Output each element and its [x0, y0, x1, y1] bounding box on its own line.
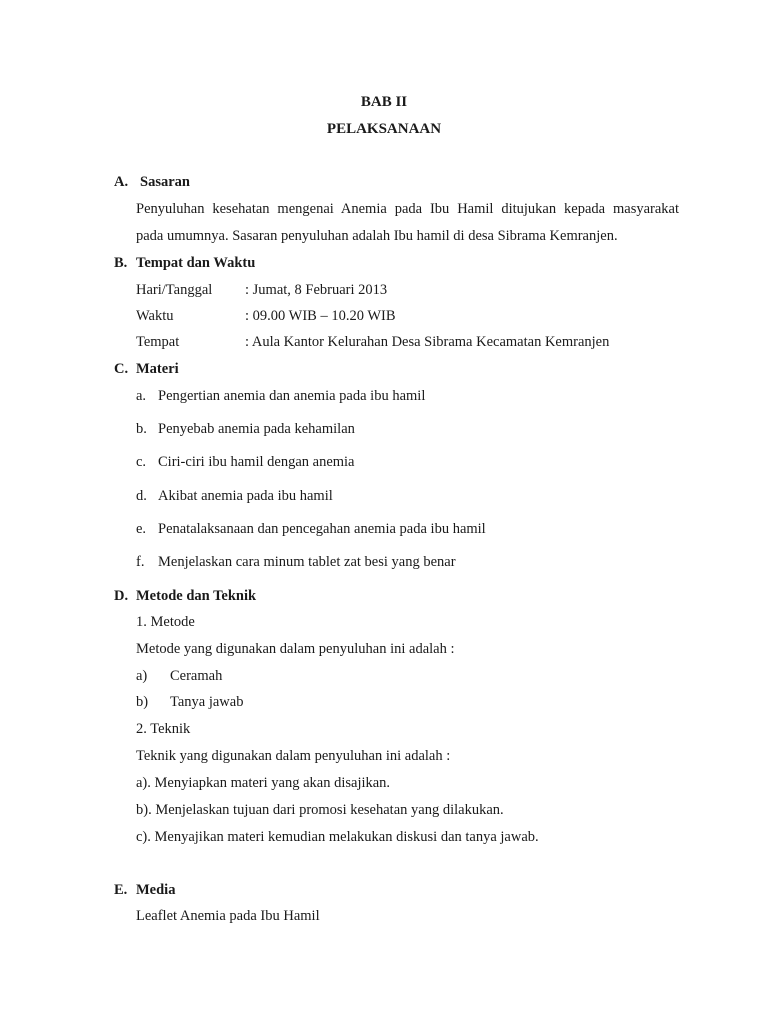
- paragraph-line: Penyuluhan kesehatan mengenai Anemia pada Ibu Hamil ditujukan kepada masyarakat: [136, 201, 679, 217]
- list-item: Menjelaskan cara minum tablet zat besi yang benar: [158, 554, 456, 570]
- metode-intro: Metode yang digunakan dalam penyuluhan ini adalah :: [136, 641, 455, 657]
- list-item: Tanya jawab: [170, 694, 244, 710]
- section-title: Tempat dan Waktu: [136, 255, 256, 271]
- chapter-title: PELAKSANAAN: [326, 121, 442, 137]
- list-item: Akibat anemia pada ibu hamil: [158, 488, 333, 504]
- section-title: Metode dan Teknik: [136, 588, 257, 604]
- list-marker: b): [136, 694, 149, 710]
- list-marker: c.: [136, 454, 147, 470]
- list-marker: a.: [136, 388, 147, 404]
- field-value-tempat: : Aula Kantor Kelurahan Desa Sibrama Kecamatan Kemranjen: [245, 334, 610, 350]
- field-label-tempat: Tempat: [136, 334, 180, 350]
- list-item: Penyebab anemia pada kehamilan: [158, 421, 355, 437]
- teknik-intro: Teknik yang digunakan dalam penyuluhan ini adalah :: [136, 748, 451, 764]
- section-title: Materi: [136, 361, 179, 377]
- field-value-hari-tanggal: : Jumat, 8 Februari 2013: [245, 282, 388, 298]
- list-item: c). Menyajikan materi kemudian melakukan diskusi dan tanya jawab.: [136, 829, 539, 845]
- section-title: Media: [136, 882, 176, 898]
- field-value-waktu: : 09.00 WIB – 10.20 WIB: [245, 308, 396, 324]
- list-marker: d.: [136, 488, 147, 504]
- subheading-teknik: 2. Teknik: [136, 721, 191, 737]
- list-marker: f.: [136, 554, 145, 570]
- section-letter: E.: [114, 882, 128, 898]
- list-marker: a): [136, 668, 148, 684]
- list-item: Ceramah: [170, 668, 223, 684]
- paragraph-line: pada umumnya. Sasaran penyuluhan adalah Ibu hamil di desa Sibrama Kemranjen.: [136, 228, 618, 244]
- field-label-waktu: Waktu: [136, 308, 174, 324]
- section-title: Sasaran: [140, 174, 190, 190]
- list-item: b). Menjelaskan tujuan dari promosi kesehatan yang dilakukan.: [136, 802, 504, 818]
- list-item: Pengertian anemia dan anemia pada ibu hamil: [158, 388, 426, 404]
- list-marker: e.: [136, 521, 147, 537]
- field-label-hari-tanggal: Hari/Tanggal: [136, 282, 213, 298]
- list-item: Penatalaksanaan dan pencegahan anemia pada ibu hamil: [158, 521, 486, 537]
- section-letter: D.: [114, 588, 129, 604]
- list-item: a). Menyiapkan materi yang akan disajikan.: [136, 775, 391, 791]
- media-text: Leaflet Anemia pada Ibu Hamil: [136, 908, 320, 924]
- subheading-metode: 1. Metode: [136, 614, 195, 630]
- section-letter: B.: [114, 255, 128, 271]
- section-letter: A.: [114, 174, 129, 190]
- list-item: Ciri-ciri ibu hamil dengan anemia: [158, 454, 355, 470]
- chapter-number: BAB II: [360, 94, 408, 110]
- section-letter: C.: [114, 361, 129, 377]
- list-marker: b.: [136, 421, 147, 437]
